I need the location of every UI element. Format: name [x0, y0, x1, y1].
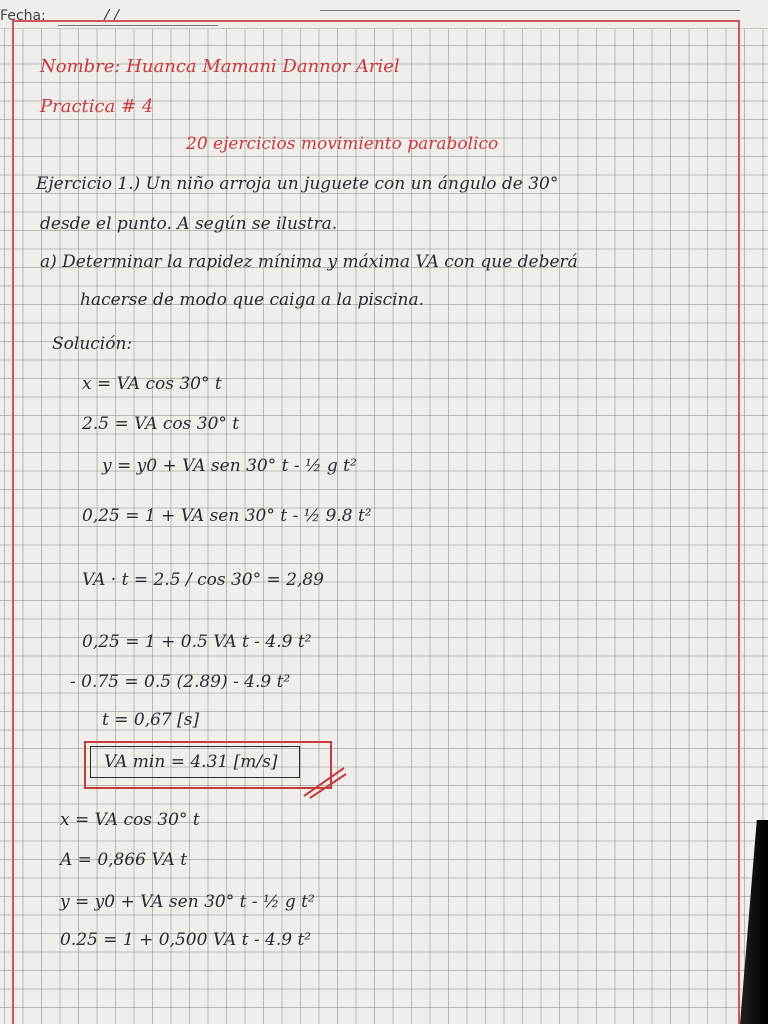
problem-statement-line-1: Ejercicio 1.) Un niño arroja un juguete con un ángulo de 30° [36, 174, 559, 194]
page-edge-shadow [740, 820, 768, 1024]
equation-8: t = 0,67 [s] [102, 710, 200, 730]
assignment-title: 20 ejercicios movimiento parabolico [186, 134, 499, 154]
equation-3: y = y0 + VA sen 30° t - ½ g t² [102, 456, 357, 476]
tema-underline [320, 10, 740, 11]
fecha-label: Fecha: [0, 8, 46, 24]
equation-11: y = y0 + VA sen 30° t - ½ g t² [60, 892, 315, 912]
equation-10: A = 0,866 VA t [60, 850, 188, 870]
equation-9: x = VA cos 30° t [60, 810, 200, 830]
solution-heading: Solución: [52, 334, 133, 354]
equation-1: x = VA cos 30° t [82, 374, 222, 394]
student-name: Nombre: Huanca Mamani Dannor Ariel [40, 56, 400, 77]
equation-2: 2.5 = VA cos 30° t [82, 414, 240, 434]
part-a-line-2: hacerse de modo que caiga a la piscina. [80, 290, 425, 310]
part-a-line-1: a) Determinar la rapidez mínima y máxima VA con que deberá [40, 252, 578, 272]
result-vamin: VA min = 4.31 [m/s] [104, 752, 278, 772]
equation-7: - 0.75 = 0.5 (2.89) - 4.9 t² [70, 672, 291, 692]
equation-6: 0,25 = 1 + 0.5 VA t - 4.9 t² [82, 632, 312, 652]
problem-statement-line-2: desde el punto. A según se ilustra. [40, 214, 338, 234]
fecha-value: / / [104, 6, 119, 24]
equation-12: 0.25 = 1 + 0,500 VA t - 4.9 t² [60, 930, 312, 950]
equation-4: 0,25 = 1 + VA sen 30° t - ½ 9.8 t² [82, 506, 372, 526]
practice-number: Practica # 4 [40, 96, 154, 117]
double-underline-mark [300, 760, 350, 800]
equation-5: VA · t = 2.5 / cos 30° = 2,89 [82, 570, 324, 590]
